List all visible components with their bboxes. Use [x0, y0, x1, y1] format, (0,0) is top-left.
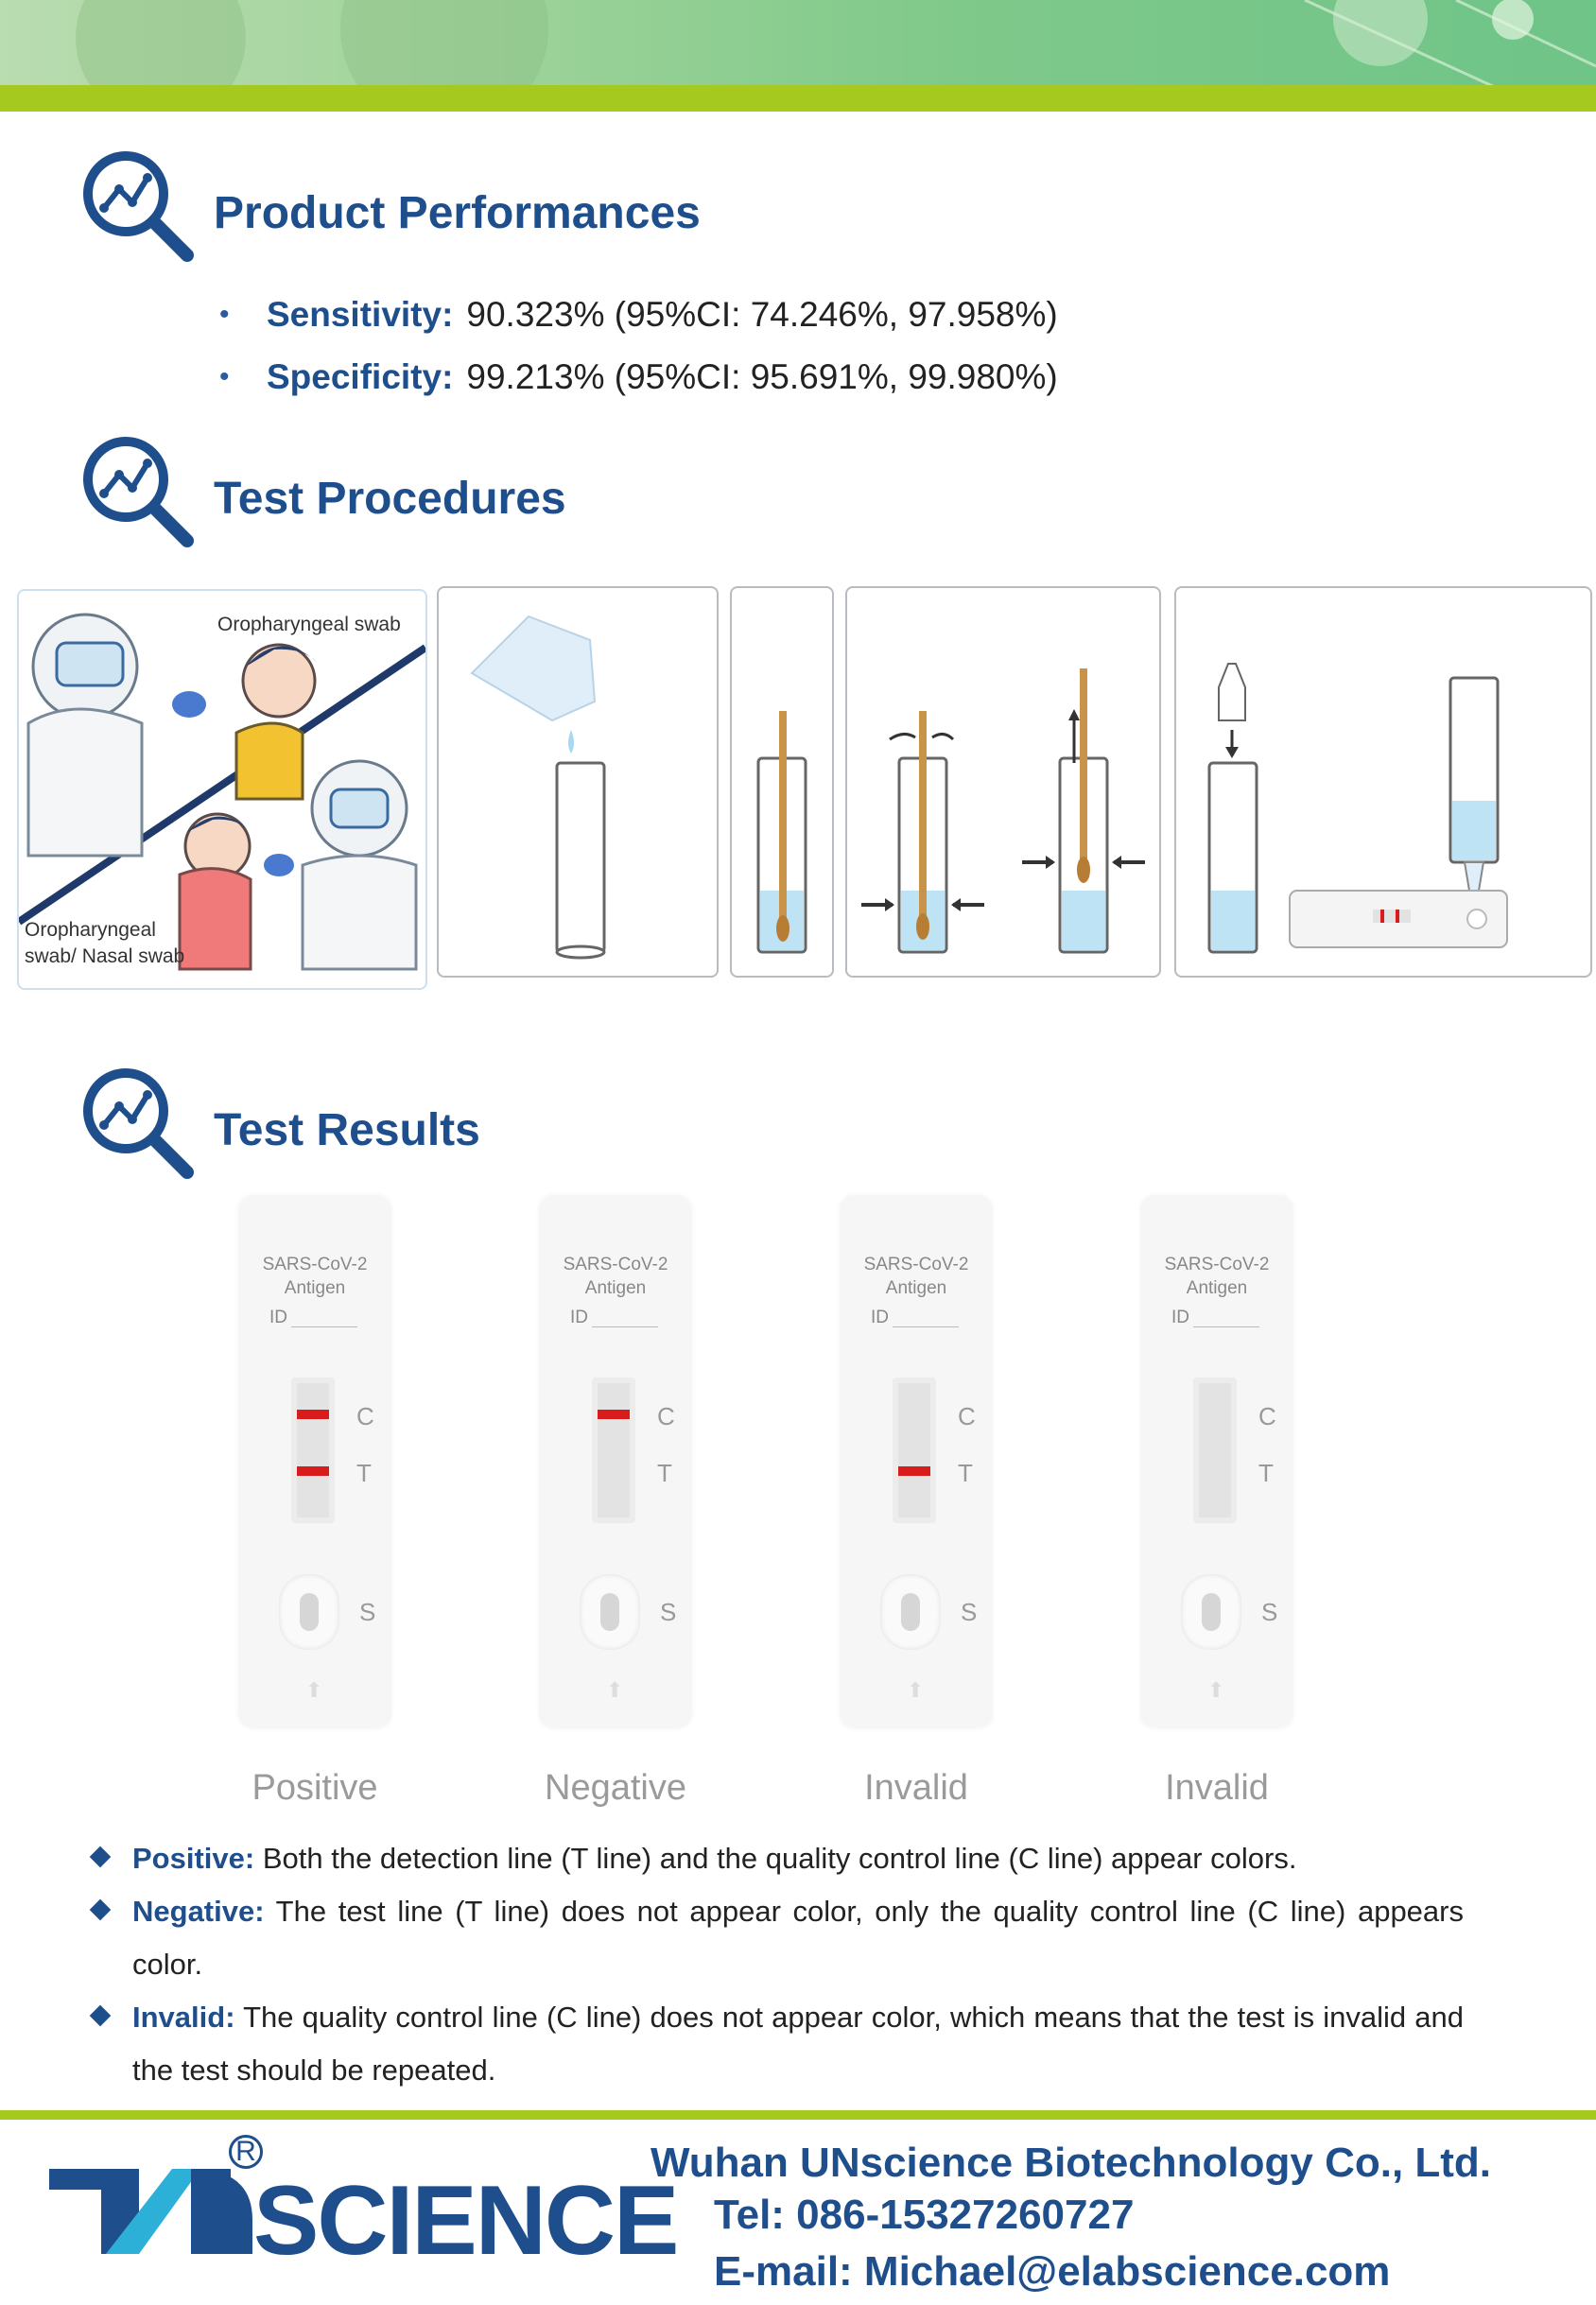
description-positive	[93, 1832, 1464, 1885]
cassette-id-line	[291, 1326, 357, 1327]
swab-top-label: Oropharyngeal swab	[217, 614, 401, 635]
cassette-id-label: ID	[1171, 1308, 1189, 1327]
s-letter: S	[1261, 1598, 1278, 1626]
company-email: E-mail: Michael@elabscience.com	[714, 2248, 1391, 2295]
cassette-id-line	[1193, 1326, 1259, 1327]
performance-label: Specificity:	[267, 357, 454, 396]
description-text: The test line (T line) does not appear color, only the quality control line (C line) appears color.	[132, 1895, 1464, 1981]
description-text: Both the detection line (T line) and the quality control line (C line) appear colors.	[262, 1842, 1297, 1875]
performance-label: Sensitivity:	[267, 295, 454, 334]
arrow-up-icon: ⬆	[1207, 1678, 1225, 1702]
c-letter: C	[1258, 1402, 1276, 1430]
cassette-positive	[239, 1196, 390, 1727]
company-logo-mark	[49, 2163, 257, 2258]
cassette-title: SARS-CoV-2 Antigen	[563, 1255, 668, 1298]
procedure-step-4	[1174, 586, 1592, 978]
company-phone: Tel: 086-15327260727	[714, 2192, 1135, 2238]
cassette-id-line	[893, 1326, 959, 1327]
sample-well	[580, 1574, 640, 1650]
cassette-id-label: ID	[570, 1308, 588, 1327]
description-label: Invalid:	[132, 2001, 235, 2034]
c-letter: C	[356, 1402, 374, 1430]
cassette-id-line	[592, 1326, 658, 1327]
magnifier-chart-icon	[74, 427, 197, 550]
sample-well	[279, 1574, 339, 1650]
cassette-title: SARS-CoV-2 Antigen	[262, 1255, 368, 1298]
control-line	[297, 1410, 329, 1419]
c-letter: C	[657, 1402, 675, 1430]
cassette-invalid-2	[1141, 1196, 1292, 1727]
buffer-drop-illustration	[439, 588, 717, 976]
cassette-negative	[540, 1196, 691, 1727]
diamond-bullet-icon	[90, 1899, 112, 1921]
magnifier-chart-icon	[74, 142, 197, 265]
result-window	[291, 1378, 335, 1523]
cassette-title: SARS-CoV-2 Antigen	[863, 1255, 969, 1298]
magnifier-chart-icon	[74, 1059, 197, 1182]
result-label-invalid-1: Invalid	[864, 1768, 968, 1808]
description-invalid	[93, 1991, 1464, 2097]
cassette-id-label: ID	[269, 1308, 287, 1327]
t-letter: T	[958, 1459, 973, 1487]
performance-value: 90.323% (95%CI: 74.246%, 97.958%)	[466, 295, 1058, 334]
performance-list	[219, 284, 1058, 408]
performance-value: 99.213% (95%CI: 95.691%, 99.980%)	[466, 357, 1058, 396]
t-letter: T	[1258, 1459, 1274, 1487]
swab-rotate-squeeze-illustration	[847, 588, 1159, 976]
result-label-invalid-2: Invalid	[1165, 1768, 1269, 1808]
result-window	[592, 1378, 635, 1523]
description-label: Negative:	[132, 1895, 265, 1928]
diamond-bullet-icon	[90, 2005, 112, 2027]
procedure-step-2	[730, 586, 834, 978]
cassette-id-label: ID	[871, 1308, 889, 1327]
bullet-icon: •	[219, 299, 230, 330]
t-letter: T	[657, 1459, 672, 1487]
banner-stripe	[0, 85, 1596, 112]
section-results	[74, 1059, 480, 1182]
section-procedures	[74, 427, 566, 550]
description-negative	[93, 1885, 1464, 1991]
procedure-step-1	[437, 586, 719, 978]
s-letter: S	[359, 1598, 376, 1626]
swab-in-tube-illustration	[732, 588, 832, 976]
section-title-procedures: Test Procedures	[214, 473, 566, 524]
result-label-positive: Positive	[252, 1768, 378, 1808]
description-text: The quality control line (C line) does not appear color, which means that the test is invalid and the test should be repeated.	[132, 2001, 1464, 2087]
test-line	[898, 1466, 930, 1476]
performance-item-specificity	[219, 346, 1058, 408]
logo-wordmark: SCIENCE	[253, 2166, 678, 2276]
arrow-up-icon: ⬆	[305, 1678, 323, 1702]
swab-bottom-label-2: swab/ Nasal swab	[25, 945, 185, 967]
s-letter: S	[660, 1598, 677, 1626]
s-letter: S	[961, 1598, 978, 1626]
footer-divider	[0, 2110, 1596, 2120]
c-letter: C	[958, 1402, 976, 1430]
procedure-step-3	[845, 586, 1161, 978]
registered-mark: R	[229, 2135, 263, 2169]
section-performance	[74, 142, 701, 265]
sample-well	[1181, 1574, 1241, 1650]
section-title-results: Test Results	[214, 1104, 480, 1155]
diamond-bullet-icon	[90, 1846, 112, 1868]
t-letter: T	[356, 1459, 372, 1487]
arrow-up-icon: ⬆	[907, 1678, 925, 1702]
company-name: Wuhan UNscience Biotechnology Co., Ltd.	[651, 2140, 1492, 2186]
sample-well	[880, 1574, 941, 1650]
section-title-performance: Product Performances	[214, 187, 701, 238]
description-label: Positive:	[132, 1842, 255, 1875]
test-line	[297, 1466, 329, 1476]
cassette-invalid-1	[841, 1196, 992, 1727]
result-window	[1193, 1378, 1237, 1523]
swab-illustration-panel	[17, 589, 427, 990]
bullet-icon: •	[219, 361, 230, 392]
control-line	[598, 1410, 630, 1419]
result-label-negative: Negative	[545, 1768, 686, 1808]
result-window	[893, 1378, 936, 1523]
performance-item-sensitivity	[219, 284, 1058, 346]
cap-and-dispense-illustration	[1176, 588, 1590, 976]
arrow-up-icon: ⬆	[606, 1678, 624, 1702]
header-banner	[0, 0, 1596, 112]
cassette-title: SARS-CoV-2 Antigen	[1164, 1255, 1270, 1298]
swab-bottom-label-1: Oropharyngeal	[25, 919, 156, 941]
